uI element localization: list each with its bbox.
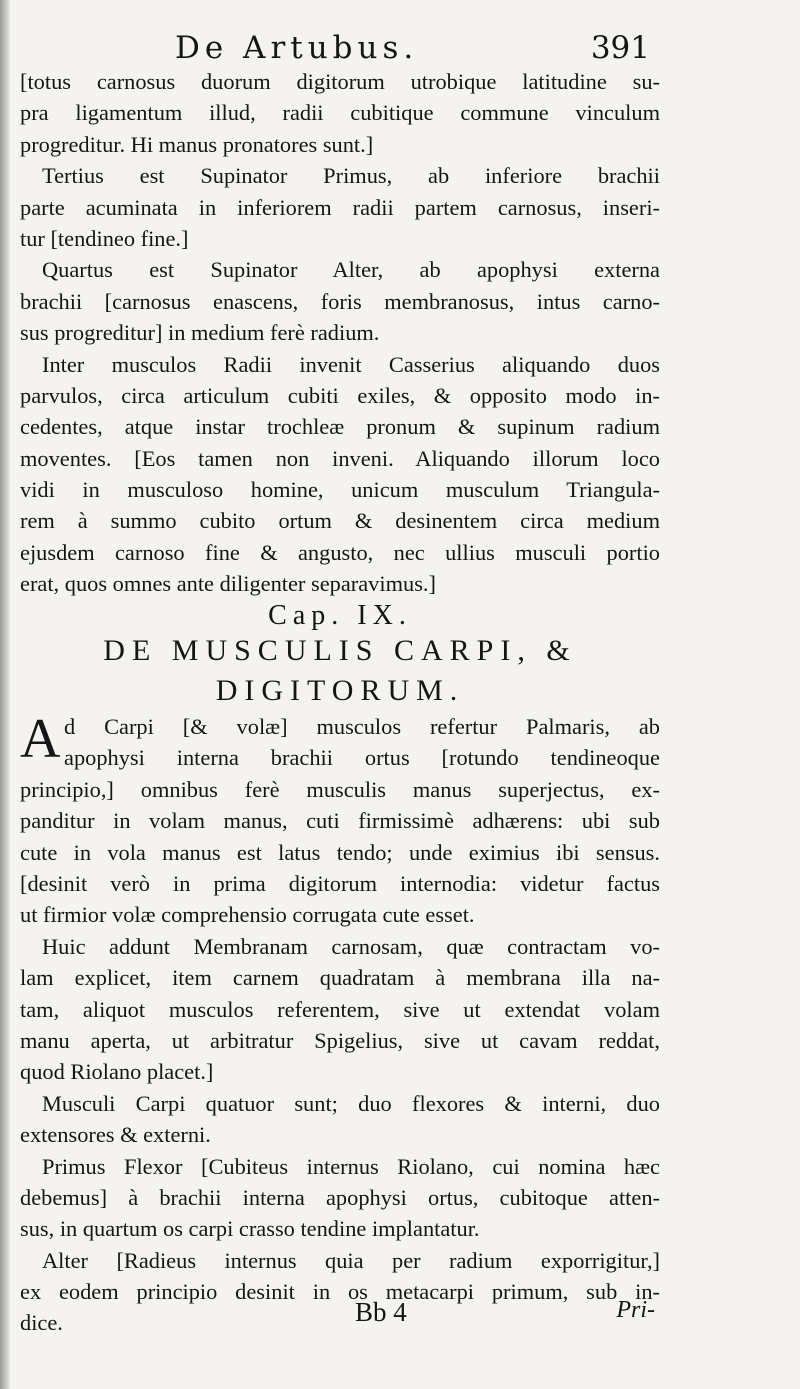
chapter-title-line-2: DIGITORUM. xyxy=(215,674,465,708)
text-line: cedentes, atque instar trochleæ pronum & supinum radium xyxy=(20,414,660,440)
signature-mark: Bb 4 xyxy=(355,1297,407,1327)
text-line: moventes. [Eos tamen non inveni. Aliquando illorum loco xyxy=(20,445,660,471)
page-header xyxy=(0,30,800,70)
text-line: progreditur. Hi manus pronatores sunt.] xyxy=(20,131,374,157)
text-line: sus progreditur] in medium ferè radium. xyxy=(20,320,380,346)
text-line: d Carpi [& volæ] musculos refertur Palmaris, ab xyxy=(64,714,660,740)
text-line: Inter musculos Radii invenit Casserius aliquando duos xyxy=(42,351,660,377)
text-line: vidi in musculoso homine, unicum musculum Triangula- xyxy=(20,477,660,503)
text-line: cute in vola manus est latus tendo; unde eximius ibi sensus. xyxy=(20,839,660,865)
drop-capital: A xyxy=(20,708,61,771)
text-line: quod Riolano placet.] xyxy=(20,1059,214,1085)
text-line: Primus Flexor [Cubiteus internus Riolano, cui nomina hæc xyxy=(42,1153,660,1179)
page-edge-shadow xyxy=(0,0,10,1389)
chapter-label: Cap. IX. xyxy=(268,599,412,631)
text-line: principio,] omnibus ferè musculis manus superjectus, ex- xyxy=(20,776,660,802)
text-line: extensores & externi. xyxy=(20,1122,211,1148)
text-line: [totus carnosus duorum digitorum utrobique latitudine su- xyxy=(20,69,660,94)
text-line: dice. xyxy=(20,1310,63,1336)
page-number: 391 xyxy=(590,30,650,66)
text-line: brachii [carnosus enascens, foris membranosus, intus carno- xyxy=(20,288,660,314)
text-line: panditur in volam manus, cuti firmissimè adhærens: ubi sub xyxy=(20,808,660,834)
text-line: rem à summo cubito ortum & desinentem circa medium xyxy=(20,508,660,534)
text-line: lam explicet, item carnem quadratam à membrana illa na- xyxy=(20,965,660,991)
running-title: De Artubus. xyxy=(175,30,419,66)
text-line: ex eodem principio desinit in os metacarpi primum, sub in- xyxy=(20,1279,660,1305)
text-line: debemus] à brachii interna apophysi ortus, cubitoque atten- xyxy=(20,1184,660,1210)
text-line: apophysi interna brachii ortus [rotundo tendineoque xyxy=(64,745,660,771)
text-line: erat, quos omnes ante diligenter separavimus.] xyxy=(20,571,436,597)
text-line: Alter [Radieus internus quia per radium exporrigitur,] xyxy=(42,1247,660,1273)
text-line: ut firmior volæ comprehensio corrugata cute esset. xyxy=(20,902,475,928)
text-line: Tertius est Supinator Primus, ab inferiore brachii xyxy=(42,163,660,189)
text-line: Quartus est Supinator Alter, ab apophysi externa xyxy=(42,257,660,283)
catchword: Pri- xyxy=(616,1297,655,1323)
body-text xyxy=(20,66,660,1339)
text-line: sus, in quartum os carpi crasso tendine implantatur. xyxy=(20,1216,480,1242)
text-line: pra ligamentum illud, radii cubitique commune vinculum xyxy=(20,100,660,126)
page-footer xyxy=(0,1297,800,1337)
text-line: [desinit verò in prima digitorum internodia: videtur factus xyxy=(20,870,660,896)
text-line: parvulos, circa articulum cubiti exiles, & opposito modo in- xyxy=(20,382,660,408)
text-line: tam, aliquot musculos referentem, sive ut extendat volam xyxy=(20,996,660,1022)
text-line: ejusdem carnoso fine & angusto, nec ullius musculi portio xyxy=(20,539,660,565)
text-line: Musculi Carpi quatuor sunt; duo flexores & interni, duo xyxy=(42,1090,660,1116)
text-line: parte acuminata in inferiorem radii partem carnosus, inseri- xyxy=(20,194,660,220)
text-line: tur [tendineo fine.] xyxy=(20,225,189,251)
text-line: Huic addunt Membranam carnosam, quæ contractam vo- xyxy=(42,933,660,959)
chapter-title-line-1: DE MUSCULIS CARPI, & xyxy=(103,634,577,668)
dropcap-paragraph xyxy=(20,708,660,774)
text-line: manu aperta, ut arbitratur Spigelius, sive ut cavam reddat, xyxy=(20,1027,660,1053)
